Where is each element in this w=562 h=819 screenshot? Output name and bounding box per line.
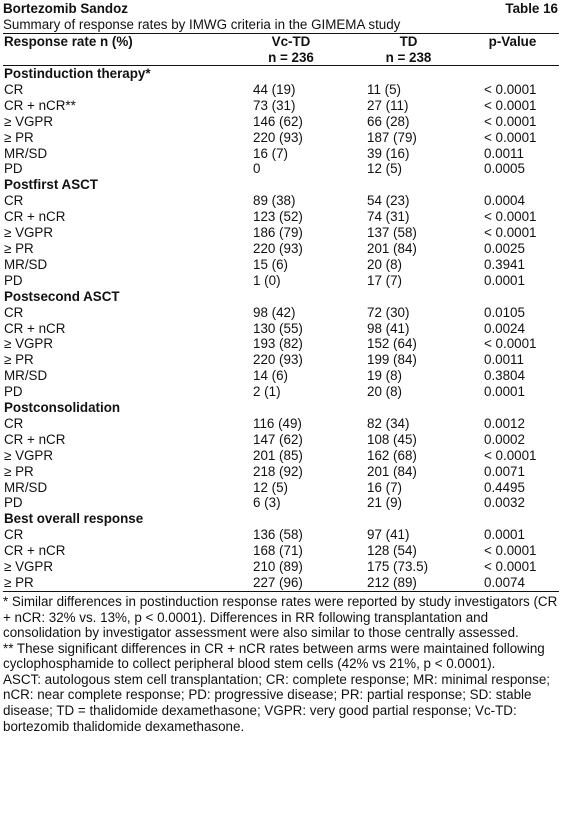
table-row — [3, 384, 559, 400]
table-row — [3, 225, 559, 241]
cell-vctd: 12 (5) — [253, 479, 288, 495]
col-header-vctd-n: n = 236 — [231, 50, 351, 66]
cell-vctd: 130 (55) — [253, 320, 303, 336]
cell-td: 98 (41) — [367, 320, 410, 336]
cell-vctd: 210 (89) — [253, 559, 303, 575]
row-label: MR/SD — [4, 256, 48, 272]
row-label: CR — [4, 81, 24, 97]
table-row — [3, 336, 559, 352]
row-label: ≥ VGPR — [4, 336, 54, 352]
cell-pvalue: 0.0002 — [484, 431, 525, 447]
section-header-row — [3, 289, 559, 305]
cell-vctd: 218 (92) — [253, 463, 303, 479]
cell-pvalue: < 0.0001 — [484, 97, 537, 113]
cell-vctd: 168 (71) — [253, 543, 303, 559]
row-label: ≥ VGPR — [4, 447, 54, 463]
row-label: ≥ VGPR — [4, 225, 54, 241]
cell-pvalue: < 0.0001 — [484, 447, 537, 463]
table-body — [3, 66, 559, 592]
table-row — [3, 543, 559, 559]
row-label: PD — [4, 495, 23, 511]
cell-vctd: 201 (85) — [253, 447, 303, 463]
table-caption: Summary of response rates by IMWG criteria in the GIMEMA study — [3, 17, 401, 32]
row-label: CR — [4, 527, 24, 543]
cell-vctd: 123 (52) — [253, 209, 303, 225]
cell-pvalue: < 0.0001 — [484, 81, 537, 97]
col-header-vctd: Vc-TD — [231, 34, 351, 50]
row-label: CR — [4, 304, 24, 320]
cell-vctd: 73 (31) — [253, 97, 296, 113]
cell-pvalue: 0.0025 — [484, 240, 525, 256]
cell-td: 137 (58) — [367, 225, 417, 241]
cell-td: 152 (64) — [367, 336, 417, 352]
section-header-row — [3, 511, 559, 527]
cell-td: 162 (68) — [367, 447, 417, 463]
row-label: ≥ VGPR — [4, 113, 54, 129]
cell-pvalue: 0.0105 — [484, 304, 525, 320]
cell-vctd: 193 (82) — [253, 336, 303, 352]
drug-name: Bortezomib Sandoz — [3, 1, 128, 16]
cell-td: 12 (5) — [367, 161, 402, 177]
row-label: PD — [4, 161, 23, 177]
row-label: ≥ PR — [4, 240, 34, 256]
col-header-td: TD — [351, 34, 466, 50]
table-row — [3, 209, 559, 225]
table-row — [3, 352, 559, 368]
cell-pvalue: < 0.0001 — [484, 336, 537, 352]
row-label: CR — [4, 193, 24, 209]
row-label: CR + nCR** — [4, 97, 76, 113]
table-row — [3, 146, 559, 162]
table-row — [3, 464, 559, 480]
row-label: ≥ PR — [4, 463, 34, 479]
section-title: Postfirst ASCT — [4, 177, 98, 193]
table-row — [3, 575, 559, 591]
cell-vctd: 116 (49) — [253, 415, 302, 431]
table-row — [3, 273, 559, 289]
cell-pvalue: 0.0011 — [484, 352, 524, 368]
cell-td: 82 (34) — [367, 415, 410, 431]
row-label: ≥ PR — [4, 352, 34, 368]
row-label: MR/SD — [4, 145, 48, 161]
cell-pvalue: 0.4495 — [484, 479, 525, 495]
cell-pvalue: < 0.0001 — [484, 225, 537, 241]
table-row — [3, 114, 559, 130]
row-label: CR + nCR — [4, 320, 66, 336]
table-row — [3, 368, 559, 384]
col-header-pvalue: p-Value — [466, 34, 559, 50]
cell-pvalue: 0.0071 — [484, 463, 525, 479]
cell-pvalue: < 0.0001 — [484, 209, 537, 225]
row-label: CR + nCR — [4, 543, 66, 559]
section-title: Postinduction therapy* — [4, 66, 151, 81]
cell-td: 21 (9) — [367, 495, 402, 511]
cell-pvalue: 0.0001 — [484, 272, 525, 288]
row-label: CR + nCR — [4, 431, 66, 447]
cell-pvalue: < 0.0001 — [484, 129, 537, 145]
cell-td: 97 (41) — [367, 527, 410, 543]
cell-vctd: 1 (0) — [253, 272, 281, 288]
row-label: CR + nCR — [4, 209, 66, 225]
cell-pvalue: 0.0012 — [484, 415, 525, 431]
cell-td: 175 (73.5) — [367, 559, 429, 575]
cell-td: 16 (7) — [367, 479, 402, 495]
row-label: MR/SD — [4, 368, 48, 384]
cell-td: 27 (11) — [367, 97, 409, 113]
row-label: PD — [4, 384, 23, 400]
table-row — [3, 305, 559, 321]
cell-vctd: 220 (93) — [253, 129, 303, 145]
cell-vctd: 16 (7) — [253, 145, 288, 161]
table-row — [3, 321, 559, 337]
cell-td: 72 (30) — [367, 304, 410, 320]
table-row — [3, 480, 559, 496]
cell-td: 201 (84) — [367, 240, 417, 256]
header-bar — [3, 1, 559, 17]
table-row — [3, 82, 559, 98]
table-number: Table 16 — [505, 1, 558, 16]
cell-td: 20 (8) — [367, 256, 402, 272]
cell-pvalue: < 0.0001 — [484, 543, 537, 559]
cell-pvalue: 0.0024 — [484, 320, 525, 336]
cell-vctd: 146 (62) — [253, 113, 303, 129]
cell-vctd: 186 (79) — [253, 225, 303, 241]
cell-td: 54 (23) — [367, 193, 410, 209]
section-title: Postsecond ASCT — [4, 288, 120, 304]
cell-pvalue: 0.0005 — [484, 161, 525, 177]
footnotes — [3, 594, 559, 734]
header-row-n — [3, 50, 559, 66]
cell-vctd: 14 (6) — [253, 368, 288, 384]
section-header-row — [3, 177, 559, 193]
cell-vctd: 147 (62) — [253, 431, 303, 447]
table-row — [3, 495, 559, 511]
cell-td: 108 (45) — [367, 431, 417, 447]
table-row — [3, 257, 559, 273]
cell-vctd: 136 (58) — [253, 527, 303, 543]
cell-td: 20 (8) — [367, 384, 402, 400]
cell-pvalue: 0.0011 — [484, 145, 524, 161]
table-row — [3, 527, 559, 543]
section-title: Best overall response — [4, 511, 144, 527]
cell-td: 187 (79) — [367, 129, 417, 145]
header-row — [3, 34, 559, 50]
cell-pvalue: 0.3941 — [484, 256, 525, 272]
cell-vctd: 227 (96) — [231, 575, 351, 591]
cell-vctd: 220 (93) — [253, 240, 303, 256]
response-rate-table — [3, 33, 559, 592]
table-row — [3, 193, 559, 209]
cell-vctd: 98 (42) — [253, 304, 296, 320]
cell-td: 39 (16) — [367, 145, 410, 161]
table-row — [3, 98, 559, 114]
section-header-row — [3, 66, 559, 82]
section-header-row — [3, 400, 559, 416]
col-header-td-n: n = 238 — [351, 50, 466, 66]
cell-pvalue: < 0.0001 — [484, 113, 537, 129]
row-label: PD — [4, 272, 23, 288]
section-title: Postconsolidation — [4, 400, 121, 416]
table-row — [3, 416, 559, 432]
row-label: CR — [4, 415, 24, 431]
table-row — [3, 432, 559, 448]
cell-td: 74 (31) — [367, 209, 410, 225]
footnote: ASCT: autologous stem cell transplantation; CR: complete response; MR: minimal response; nCR: near complete response; PD: progressive disease; PR: partial response; SD: stable disease; TD = thalidomide dexamethasone; VGPR: very good partial response; Vc-TD: bortezomib thalidomide dexamethasone. — [3, 671, 551, 734]
table-row — [3, 559, 559, 575]
table-row — [3, 448, 559, 464]
cell-vctd: 0 — [253, 161, 261, 177]
cell-pvalue: 0.0001 — [484, 384, 525, 400]
cell-pvalue: < 0.0001 — [484, 559, 537, 575]
cell-td: 128 (54) — [367, 543, 417, 559]
cell-vctd: 6 (3) — [253, 495, 281, 511]
cell-vctd: 2 (1) — [253, 384, 281, 400]
cell-td: 199 (84) — [367, 352, 417, 368]
cell-td: 212 (89) — [351, 575, 466, 591]
footnote: ** These significant differences in CR + nCR rates between arms were maintained following cyclophosphamide to collect peripheral blood stem cells (42% vs 21%, p < 0.0001). — [3, 640, 545, 672]
table-row — [3, 161, 559, 177]
document-page — [3, 1, 559, 734]
cell-td: 201 (84) — [367, 463, 417, 479]
cell-vctd: 220 (93) — [253, 352, 303, 368]
table-row — [3, 241, 559, 257]
row-label: ≥ PR — [3, 575, 231, 591]
cell-vctd: 89 (38) — [253, 193, 296, 209]
table-row — [3, 130, 559, 146]
cell-pvalue: 0.0032 — [484, 495, 525, 511]
row-label: MR/SD — [4, 479, 48, 495]
cell-pvalue: 0.0074 — [466, 575, 559, 591]
cell-td: 11 (5) — [367, 81, 401, 97]
cell-td: 19 (8) — [367, 368, 402, 384]
col-header-label: Response rate n (%) — [3, 34, 231, 50]
cell-td: 17 (7) — [367, 272, 402, 288]
footnote: * Similar differences in postinduction response rates were reported by study investigators (CR + nCR: 32% vs. 13%, p < 0.0001). Differences in RR following transplantation and consolidation by investigator assessment were also similar to those centrally assessed. — [3, 593, 558, 641]
cell-pvalue: 0.3804 — [484, 368, 525, 384]
row-label: ≥ VGPR — [4, 559, 54, 575]
cell-pvalue: 0.0004 — [484, 193, 525, 209]
cell-vctd: 44 (19) — [253, 81, 296, 97]
cell-pvalue: 0.0001 — [484, 527, 525, 543]
cell-vctd: 15 (6) — [253, 256, 288, 272]
cell-td: 66 (28) — [367, 113, 410, 129]
row-label: ≥ PR — [4, 129, 34, 145]
